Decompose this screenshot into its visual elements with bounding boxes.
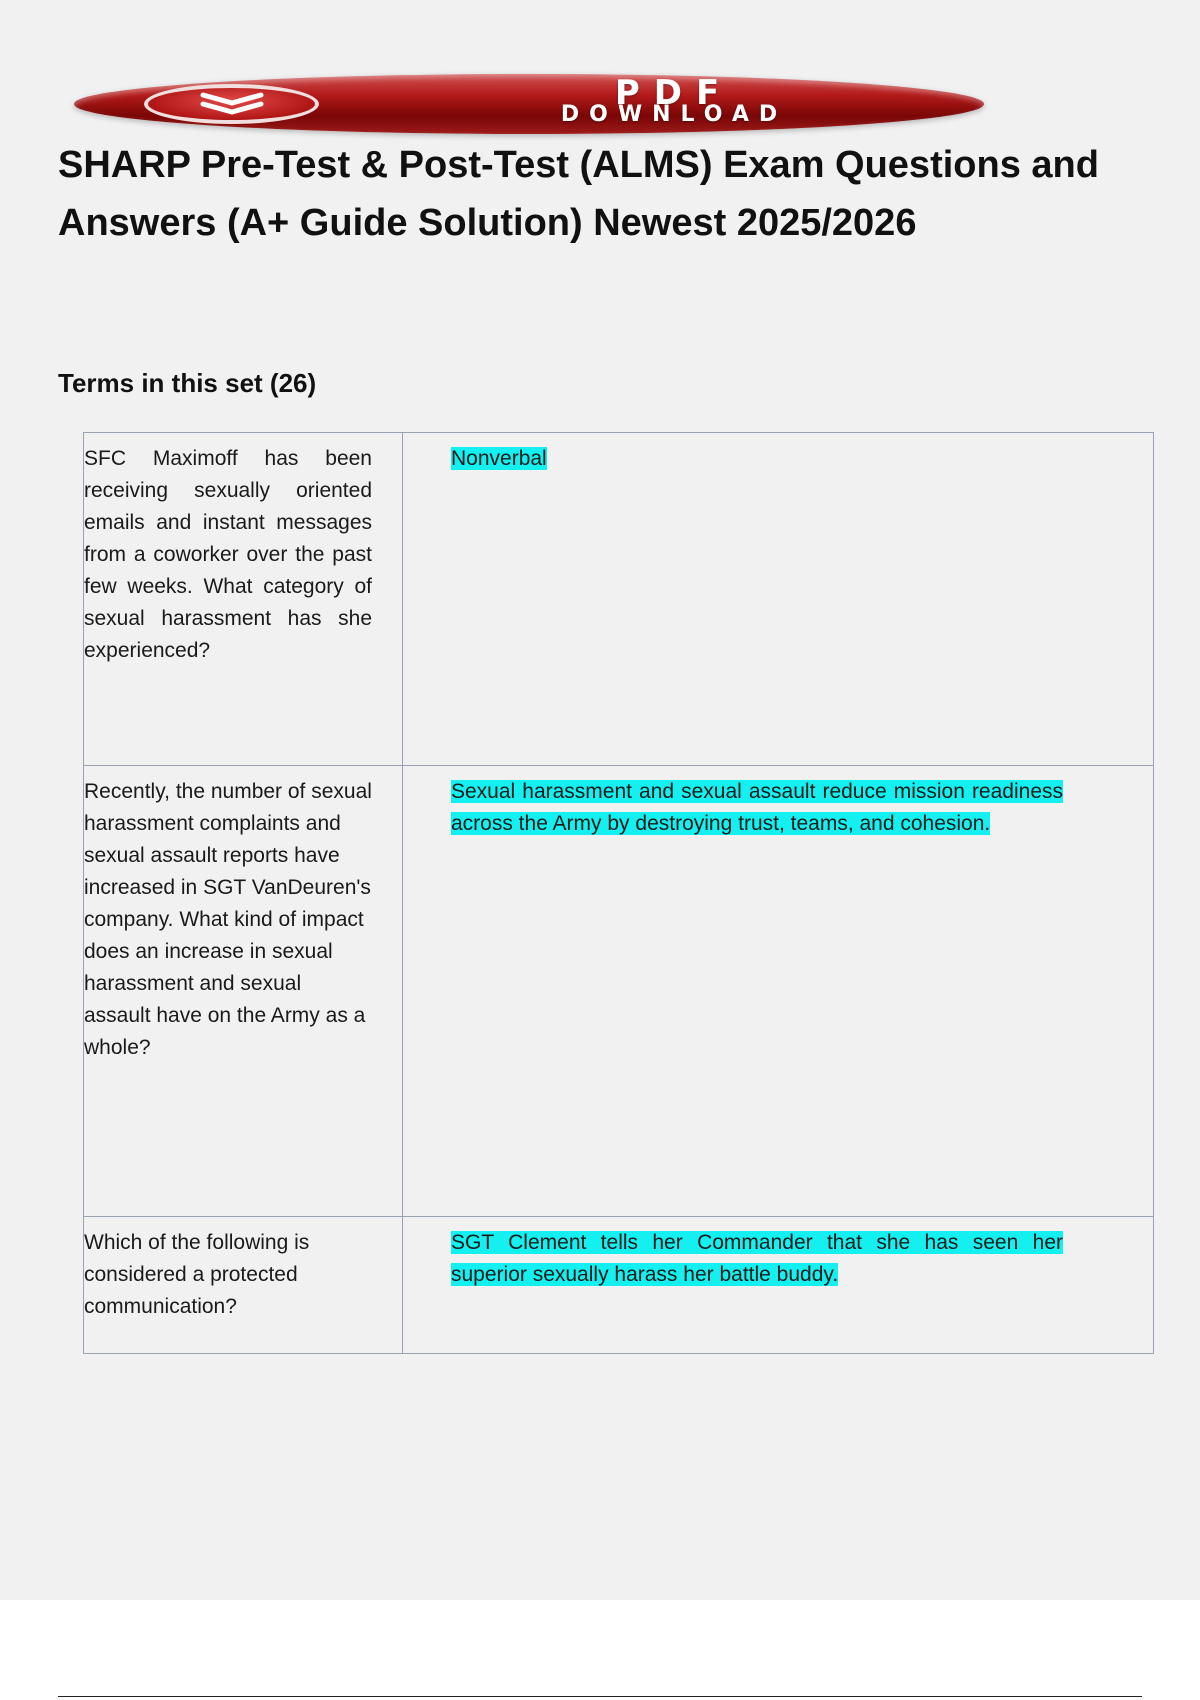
answer-text: SGT Clement tells her Commander that she has seen her superior sexually harass her battle buddy. — [451, 1231, 1063, 1286]
question-text: SFC Maximoff has been receiving sexually oriented emails and instant messages from a coworker over the past few weeks. What category of sexual harassment has she experienced? — [84, 447, 372, 662]
question-cell — [84, 766, 403, 1217]
chevron-down-icon — [197, 91, 267, 117]
banner-line-pdf: PDF — [614, 74, 734, 113]
pdf-download-banner[interactable] — [74, 74, 984, 134]
footer-divider — [58, 1696, 1142, 1697]
banner-text — [434, 76, 914, 126]
table-row — [84, 1217, 1154, 1354]
answer-cell — [403, 433, 1154, 766]
answer-text: Nonverbal — [451, 447, 547, 470]
answer-text: Sexual harassment and sexual assault reduce mission readiness across the Army by destroying trust, teams, and cohesion. — [451, 780, 1063, 835]
question-text: Which of the following is considered a protected communication? — [84, 1231, 310, 1318]
table-row — [84, 766, 1154, 1217]
table-row — [84, 433, 1154, 766]
question-cell — [84, 433, 403, 766]
terms-set-heading: Terms in this set (26) — [58, 368, 317, 398]
question-text: Recently, the number of sexual harassment complaints and sexual assault reports have increased in SGT VanDeuren's company. What kind of impact does an increase in sexual harassment and sexual assault have on the Army as a whole? — [84, 780, 372, 1059]
answer-cell — [403, 1217, 1154, 1354]
document-title: SHARP Pre-Test & Post-Test (ALMS) Exam Questions and Answers (A+ Guide Solution) Newest 2025/2026 — [58, 144, 1099, 244]
answer-cell — [403, 766, 1154, 1217]
terms-table — [83, 432, 1154, 1354]
question-cell — [84, 1217, 403, 1354]
download-emblem — [144, 84, 319, 124]
banner-line-download: DOWNLOAD — [560, 102, 788, 127]
